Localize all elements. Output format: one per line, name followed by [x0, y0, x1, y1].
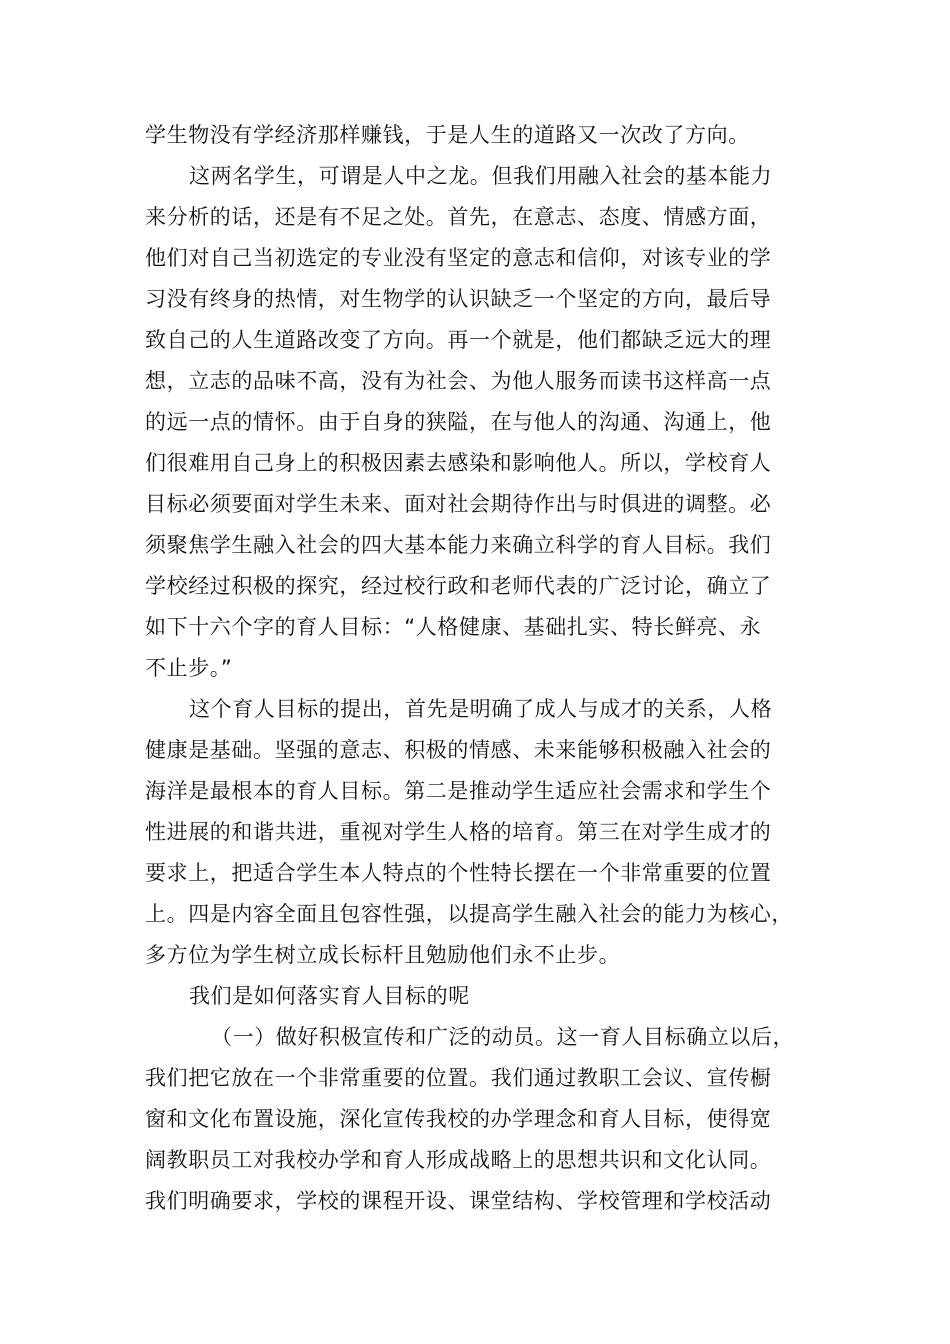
text-line: 窗和文化布置设施，深化宣传我校的办学理念和育人目标，使得宽 [145, 1107, 772, 1131]
paragraph-start-line: 这个育人目标的提出，首先是明确了成人与成才的关系，人格 [189, 697, 773, 721]
subsection-start-line: （一）做好积极宣传和广泛的动员。这一育人目标确立以后， [211, 1025, 795, 1049]
text-line: 健康是基础。坚强的意志、积极的情感、未来能够积极融入社会的 [145, 738, 772, 762]
text-line: 阔教职员工对我校办学和育人形成战略上的思想共识和文化认同。 [145, 1148, 772, 1172]
text-line: 须聚焦学生融入社会的四大基本能力来确立科学的育人目标。我们 [145, 533, 772, 557]
text-line: 他们对自己当初选定的专业没有坚定的意志和信仰，对该专业的学 [145, 246, 772, 270]
text-line: 致自己的人生道路改变了方向。再一个就是，他们都缺乏远大的理 [145, 328, 772, 352]
text-line: 想，立志的品味不高，没有为社会、为他人服务而读书这样高一点 [145, 369, 772, 393]
text-line: 来分析的话，还是有不足之处。首先，在意志、态度、情感方面， [145, 205, 772, 229]
text-line: 要求上，把适合学生本人特点的个性特长摆在一个非常重要的位置 [145, 861, 772, 885]
section-heading: 我们是如何落实育人目标的呢 [189, 984, 470, 1008]
text-line: 性进展的和谐共进，重视对学生人格的培育。第三在对学生成才的 [145, 820, 772, 844]
text-line: 不止步。” [145, 656, 233, 680]
text-line: 习没有终身的热情，对生物学的认识缺乏一个坚定的方向，最后导 [145, 287, 772, 311]
text-line: 海洋是最根本的育人目标。第二是推动学生适应社会需求和学生个 [145, 779, 772, 803]
text-line: 目标必须要面对学生未来、面对社会期待作出与时俱进的调整。必 [145, 492, 772, 516]
text-line: 如下十六个字的育人目标：“人格健康、基础扎实、特长鲜亮、永 [145, 615, 762, 639]
text-line: 们很难用自己身上的积极因素去感染和影响他人。所以，学校育人 [145, 451, 772, 475]
body-text [145, 115, 825, 1222]
text-line: 上。四是内容全面且包容性强，以提高学生融入社会的能力为核心， [145, 902, 793, 926]
paragraph-start-line: 这两名学生，可谓是人中之龙。但我们用融入社会的基本能力 [189, 164, 773, 188]
text-line: 我们把它放在一个非常重要的位置。我们通过教职工会议、宣传橱 [145, 1066, 772, 1090]
text-line: 我们明确要求，学校的课程开设、课堂结构、学校管理和学校活动 [145, 1189, 772, 1213]
text-line: 的远一点的情怀。由于自身的狭隘，在与他人的沟通、沟通上，他 [145, 410, 772, 434]
text-line: 学生物没有学经济那样赚钱，于是人生的道路又一次改了方向。 [145, 123, 750, 147]
text-line: 学校经过积极的探究，经过校行政和老师代表的广泛讨论，确立了 [145, 574, 772, 598]
text-line: 多方位为学生树立成长标杆且勉励他们永不止步。 [145, 943, 621, 967]
